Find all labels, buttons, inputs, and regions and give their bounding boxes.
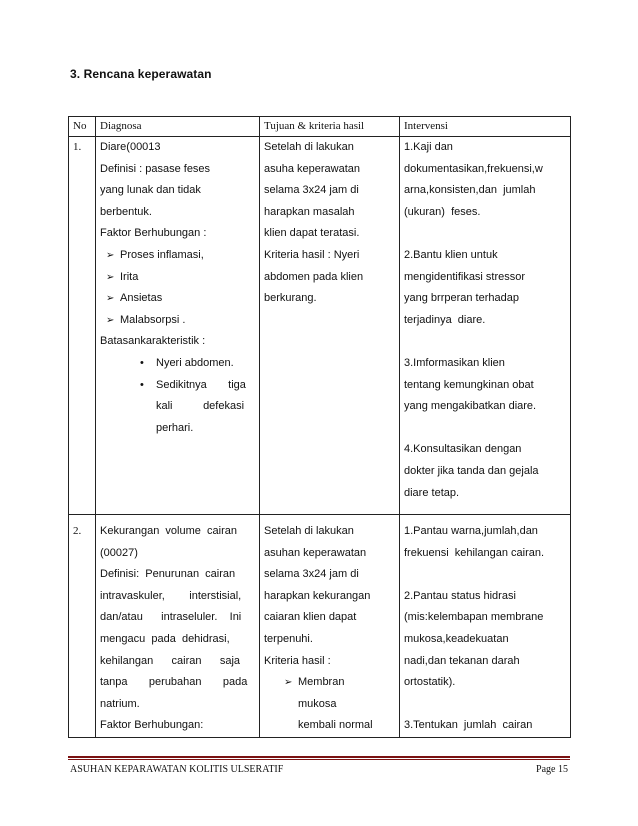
diag-def-3: berbentuk. — [100, 205, 152, 218]
care-plan-table — [68, 116, 571, 738]
spacer — [404, 223, 566, 245]
diag-faktor: Faktor Berhubungan : — [100, 227, 207, 240]
intervensi-line: yang brrperan terhadap — [404, 292, 519, 305]
footer-page-number: Page 15 — [536, 764, 568, 775]
intervensi-line: 4.Konsultasikan dengan — [404, 443, 522, 456]
batasan-item-cont: perhari. — [156, 421, 194, 434]
row2-intervensi — [400, 515, 571, 738]
diag-def-1: Definisi : pasase feses — [100, 162, 211, 175]
header-intervensi: Intervensi — [400, 117, 571, 137]
faktor-item: ➢ Proses inflamasi, — [100, 245, 255, 267]
intervensi-line: 2.Bantu klien untuk — [404, 248, 498, 261]
batasan-item-cont: kali defekasi — [156, 400, 245, 413]
intervensi-line: arna,konsisten,dan jumlah — [404, 184, 536, 197]
spacer — [404, 564, 566, 586]
row1-intervensi — [400, 137, 571, 515]
tujuan-line: selama 3x24 jam di — [264, 184, 359, 197]
row2-no — [69, 515, 96, 738]
diag2-line: Kekurangan volume cairan — [100, 525, 237, 538]
diag2-line: Faktor Berhubungan: — [100, 719, 204, 732]
table-header-row — [69, 117, 571, 137]
intervensi-line: (ukuran) feses. — [404, 205, 481, 218]
intervensi-line: 1.Kaji dan — [404, 141, 453, 153]
faktor-item: ➢ Ansietas — [100, 288, 255, 310]
footer-rule-thin — [68, 759, 570, 760]
kriteria-item-cont: mukosa — [298, 697, 337, 710]
diag2-line: natrium. — [100, 697, 140, 710]
table-row-2 — [69, 515, 571, 738]
tujuan-line: asuha keperawatan — [264, 162, 361, 175]
diag-batasan: Batasankarakteristik : — [100, 335, 206, 348]
diag-def-2: yang lunak dan tidak — [100, 184, 201, 197]
header-diagnosa: Diagnosa — [96, 117, 260, 137]
spacer — [404, 504, 566, 514]
tujuan-line: Setelah di lakukan — [264, 141, 354, 153]
tujuan-line: abdomen pada klien — [264, 270, 364, 283]
row1-diagnosa — [96, 137, 260, 515]
batasan-item: • Nyeri abdomen. — [100, 353, 255, 375]
intervensi-line: mengidentifikasi stressor — [404, 270, 526, 283]
diag2-line: kehilangan cairan saja — [100, 654, 241, 667]
diag2-line: (00027) — [100, 546, 138, 559]
tujuan2-line: harapkan kekurangan — [264, 589, 371, 602]
spacer — [404, 331, 566, 353]
tujuan-line: harapkan masalah — [264, 205, 355, 218]
intervensi-line: diare tetap. — [404, 486, 460, 499]
row2-diagnosa — [96, 515, 260, 738]
spacer — [404, 418, 566, 440]
diag2-line: tanpa perubahan pada — [100, 676, 248, 689]
diag2-line: mengacu pada dehidrasi, — [100, 633, 230, 646]
header-no: No — [69, 117, 96, 137]
intervensi2-line: mukosa,keadekuatan — [404, 633, 509, 646]
intervensi2-line: (mis:kelembapan membrane — [404, 611, 544, 624]
header-tujuan: Tujuan & kriteria hasil — [260, 117, 400, 137]
footer-rule — [68, 756, 570, 758]
tujuan-line: berkurang. — [264, 292, 317, 305]
tujuan2-line: Kriteria hasil : — [264, 654, 331, 667]
intervensi-line: terjadinya diare. — [404, 313, 486, 326]
kriteria-item: ➢ Membran — [278, 672, 395, 694]
intervensi-line: 3.Imformasikan klien — [404, 356, 505, 369]
faktor-item: ➢ Malabsorpsi . — [100, 310, 255, 332]
table-row-1 — [69, 137, 571, 515]
tujuan2-line: terpenuhi. — [264, 633, 313, 646]
row2-tujuan — [260, 515, 400, 738]
intervensi2-line: 3.Tentukan jumlah cairan — [404, 719, 533, 732]
kriteria-item-cont: kembali normal — [298, 719, 373, 732]
batasan-item: • Sedikitnya tiga — [100, 375, 255, 397]
diag2-line: Definisi: Penurunan cairan — [100, 568, 236, 581]
tujuan2-line: selama 3x24 jam di — [264, 568, 359, 581]
intervensi2-line: ortostatik). — [404, 676, 456, 689]
diag2-line: dan/atau intraseluler. Ini — [100, 611, 242, 624]
intervensi-line: tentang kemungkinan obat — [404, 378, 534, 391]
row1-no — [69, 137, 96, 515]
intervensi2-line: nadi,dan tekanan darah — [404, 654, 520, 667]
intervensi-line: dokumentasikan,frekuensi,w — [404, 162, 543, 175]
intervensi-line: dokter jika tanda dan gejala — [404, 464, 539, 477]
tujuan2-line: asuhan keperawatan — [264, 546, 367, 559]
row2-no-text: 2. — [73, 525, 82, 538]
row1-no-text: 1. — [73, 141, 82, 153]
faktor-item: ➢ Irita — [100, 267, 255, 289]
intervensi2-line: 2.Pantau status hidrasi — [404, 589, 516, 602]
intervensi2-line: 1.Pantau warna,jumlah,dan — [404, 525, 538, 538]
diag-title: Diare(00013 — [100, 141, 161, 153]
tujuan-line: klien dapat teratasi. — [264, 227, 360, 240]
tujuan-line: Kriteria hasil : Nyeri — [264, 248, 360, 261]
tujuan2-line: caiaran klien dapat — [264, 611, 357, 624]
section-title: 3. Rencana keperawatan — [70, 67, 212, 81]
footer-document-title: ASUHAN KEPARAWATAN KOLITIS ULSERATIF — [70, 764, 284, 775]
diag2-line: intravaskuler, interstisial, — [100, 589, 242, 602]
tujuan2-line: Setelah di lakukan — [264, 525, 354, 538]
intervensi2-line: frekuensi kehilangan cairan. — [404, 546, 545, 559]
spacer — [404, 694, 566, 716]
intervensi-line: yang mengakibatkan diare. — [404, 400, 537, 413]
row1-tujuan — [260, 137, 400, 515]
